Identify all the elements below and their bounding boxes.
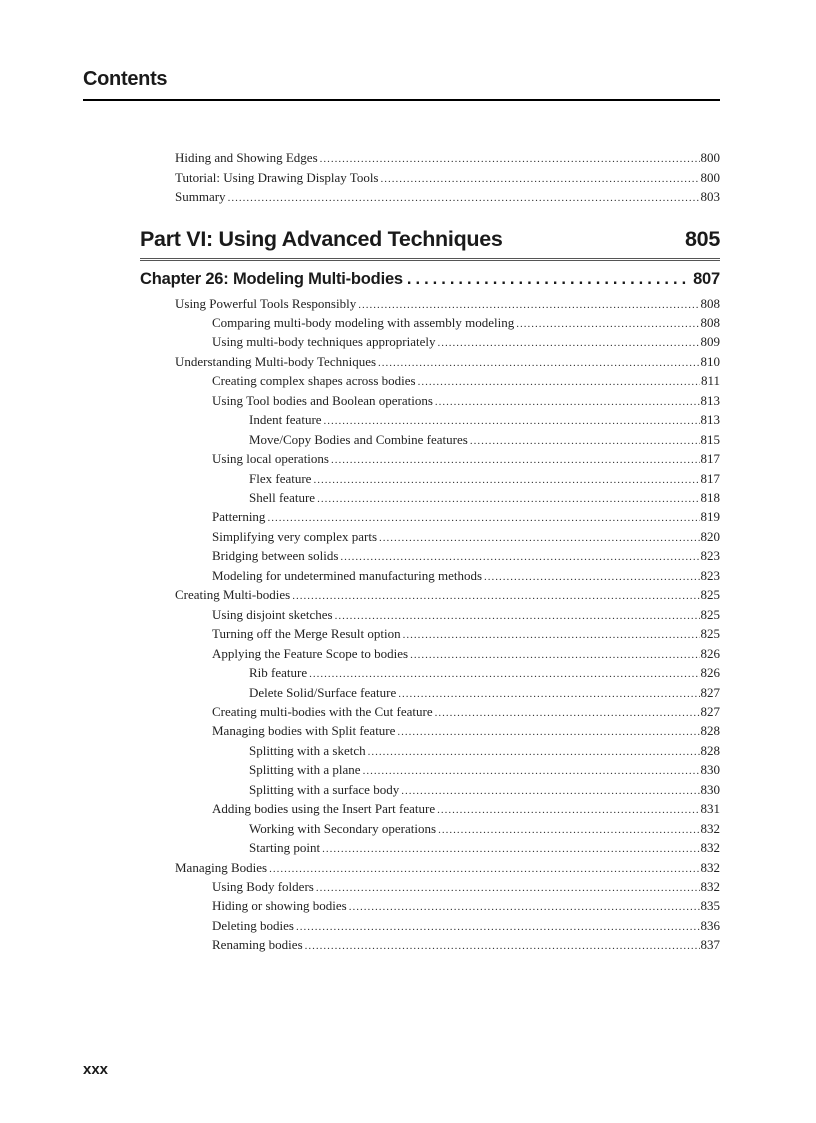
toc-entry[interactable]	[249, 741, 720, 761]
toc-entry[interactable]	[212, 702, 720, 722]
toc-entry-label: Using Powerful Tools Responsibly	[175, 295, 357, 311]
toc-entry-page: 818	[700, 490, 720, 505]
toc-entry-label: Modeling for undetermined manufacturing methods	[212, 567, 483, 583]
toc-entry-label: Summary	[175, 189, 226, 204]
toc-entry-page: 809	[700, 334, 720, 350]
toc-entry-page: 800	[700, 150, 720, 165]
toc-entry-page: 837	[700, 937, 720, 953]
toc-entry-label: Managing Bodies	[175, 859, 268, 875]
toc-entry-label: Move/Copy Bodies and Combine features	[249, 431, 468, 447]
toc-entry[interactable]	[212, 566, 720, 586]
toc-entry[interactable]	[249, 780, 720, 800]
toc-entry-page: 825	[700, 587, 720, 603]
toc-entry-page: 828	[700, 723, 720, 739]
toc-entry-page: 817	[700, 470, 720, 486]
toc-entry-page: 823	[700, 548, 720, 564]
toc-entry[interactable]	[249, 663, 720, 683]
toc-entry-label: Creating Multi-bodies	[175, 587, 291, 603]
toc-entry-page: 813	[700, 412, 720, 428]
toc-entry[interactable]	[212, 877, 720, 897]
toc-entry[interactable]	[249, 819, 720, 839]
toc-entry[interactable]	[175, 352, 720, 372]
toc-entry[interactable]	[175, 294, 720, 314]
page-header	[83, 66, 720, 101]
toc-entry-page: 831	[700, 801, 720, 817]
toc-entry[interactable]	[212, 916, 720, 936]
toc-entry-page: 810	[700, 353, 720, 369]
toc-entry-page: 811	[700, 373, 720, 389]
toc-entry[interactable]	[249, 430, 720, 450]
toc-entry-label: Understanding Multi-body Techniques	[175, 353, 377, 369]
toc-entry-page: 836	[700, 917, 720, 933]
toc-entry-page: 825	[700, 606, 720, 622]
toc-entry-page: 828	[700, 742, 720, 758]
toc-entry-page: 827	[700, 684, 720, 700]
toc-entry-page: 826	[700, 645, 720, 661]
toc-entry[interactable]	[212, 605, 720, 625]
toc-entry-label: Bridging between solids	[212, 548, 339, 564]
toc-entry[interactable]	[212, 721, 720, 741]
toc-entry-label: Deleting bodies	[212, 917, 294, 933]
toc-entry-label: Managing bodies with Split feature	[212, 723, 396, 739]
toc-entry-label: Delete Solid/Surface feature	[249, 684, 397, 700]
toc-entry-label: Turning off the Merge Result option	[212, 626, 401, 642]
part-title: Part VI: Using Advanced Techniques	[140, 227, 503, 251]
toc-entry-label: Comparing multi-body modeling with assembly modeling	[212, 314, 515, 330]
part-page: 805	[685, 227, 720, 251]
chapter-title: Chapter 26: Modeling Multi-bodies	[140, 270, 403, 288]
toc-entry[interactable]	[212, 527, 720, 547]
toc-entry[interactable]	[212, 507, 720, 527]
toc-entry[interactable]	[212, 896, 720, 916]
toc-entry[interactable]	[212, 332, 720, 352]
toc-entry[interactable]	[249, 683, 720, 703]
dot-leader	[407, 266, 689, 292]
toc-entry-label: Working with Secondary operations	[249, 820, 437, 836]
toc-entry-page: 830	[700, 762, 720, 778]
toc-entry-label: Flex feature	[249, 470, 312, 486]
toc-entry[interactable]	[175, 148, 720, 168]
toc-entry-page: 803	[700, 189, 720, 204]
toc-entry-page: 808	[700, 314, 720, 330]
toc-entry[interactable]	[212, 391, 720, 411]
toc-entry-label: Using local operations	[212, 451, 329, 467]
toc-entry[interactable]	[212, 935, 720, 955]
toc-entry-label: Hiding and Showing Edges	[175, 150, 318, 165]
toc-entry-page: 832	[700, 879, 720, 894]
toc-entry-page: 835	[700, 898, 720, 914]
toc-entry-label: Using disjoint sketches	[212, 606, 333, 622]
toc-entry-page: 827	[700, 703, 720, 719]
toc-entry-label: Starting point	[249, 840, 321, 856]
toc-entry[interactable]	[249, 760, 720, 780]
part-heading[interactable]	[140, 224, 720, 261]
toc-entry[interactable]	[175, 585, 720, 605]
toc-entry-label: Adding bodies using the Insert Part feature	[212, 801, 436, 817]
toc-entry-label: Applying the Feature Scope to bodies	[212, 645, 409, 661]
toc-entry[interactable]	[212, 313, 720, 333]
toc-entry-label: Shell feature	[249, 490, 316, 505]
toc-entry[interactable]	[212, 449, 720, 469]
toc-entry[interactable]	[249, 838, 720, 858]
toc-entry[interactable]	[212, 644, 720, 664]
toc-entry-label: Rib feature	[249, 665, 308, 681]
page-number: xxx	[83, 1061, 109, 1078]
toc-entry[interactable]	[212, 624, 720, 644]
toc-entry-label: Splitting with a plane	[249, 762, 361, 778]
chapter-heading[interactable]	[140, 266, 720, 292]
toc-entry-label: Creating complex shapes across bodies	[212, 373, 416, 389]
toc-entry[interactable]	[212, 546, 720, 566]
toc-entry[interactable]	[175, 168, 720, 188]
toc-entry-label: Renaming bodies	[212, 937, 303, 953]
toc-entry-page: 832	[700, 859, 720, 875]
page-title: Contents	[83, 68, 168, 90]
toc-entry-label: Creating multi-bodies with the Cut feature	[212, 703, 433, 719]
toc-entry-page: 813	[700, 392, 720, 408]
toc-entry[interactable]	[249, 410, 720, 430]
toc-entry-page: 832	[700, 840, 720, 856]
dot-leader	[305, 937, 700, 957]
toc-entry-page: 825	[700, 626, 720, 642]
dot-leader	[228, 189, 700, 209]
toc-entry-label: Patterning	[212, 509, 266, 525]
toc-entry-page: 808	[700, 295, 720, 311]
toc-entry[interactable]	[249, 488, 720, 508]
toc-entry-page: 826	[700, 665, 720, 681]
toc-entry-label: Tutorial: Using Drawing Display Tools	[175, 169, 379, 185]
toc-entry-page: 820	[700, 528, 720, 544]
toc-entry-label: Using Body folders	[212, 879, 314, 894]
toc-entry[interactable]	[249, 469, 720, 489]
toc-entry-label: Splitting with a sketch	[249, 742, 366, 758]
toc-entry[interactable]	[175, 187, 720, 207]
toc-entry-label: Hiding or showing bodies	[212, 898, 347, 914]
toc-entry-page: 815	[700, 431, 720, 447]
toc-entry-page: 819	[700, 509, 720, 525]
toc-entry-label: Splitting with a surface body	[249, 781, 400, 797]
toc-entry[interactable]	[212, 799, 720, 819]
toc-entry-page: 817	[700, 451, 720, 467]
toc-entry[interactable]	[175, 858, 720, 878]
chapter-page: 807	[693, 270, 720, 288]
toc-entry-label: Using multi-body techniques appropriately	[212, 334, 436, 350]
toc-entry-page: 830	[700, 781, 720, 797]
toc-entry-label: Simplifying very complex parts	[212, 528, 378, 544]
toc-entry-page: 823	[700, 567, 720, 583]
toc-entry-label: Using Tool bodies and Boolean operations	[212, 392, 433, 408]
toc-entry-page: 832	[700, 820, 720, 836]
toc-entry[interactable]	[212, 371, 720, 391]
toc-entry-label: Indent feature	[249, 412, 322, 428]
toc-entry-page: 800	[700, 169, 720, 185]
